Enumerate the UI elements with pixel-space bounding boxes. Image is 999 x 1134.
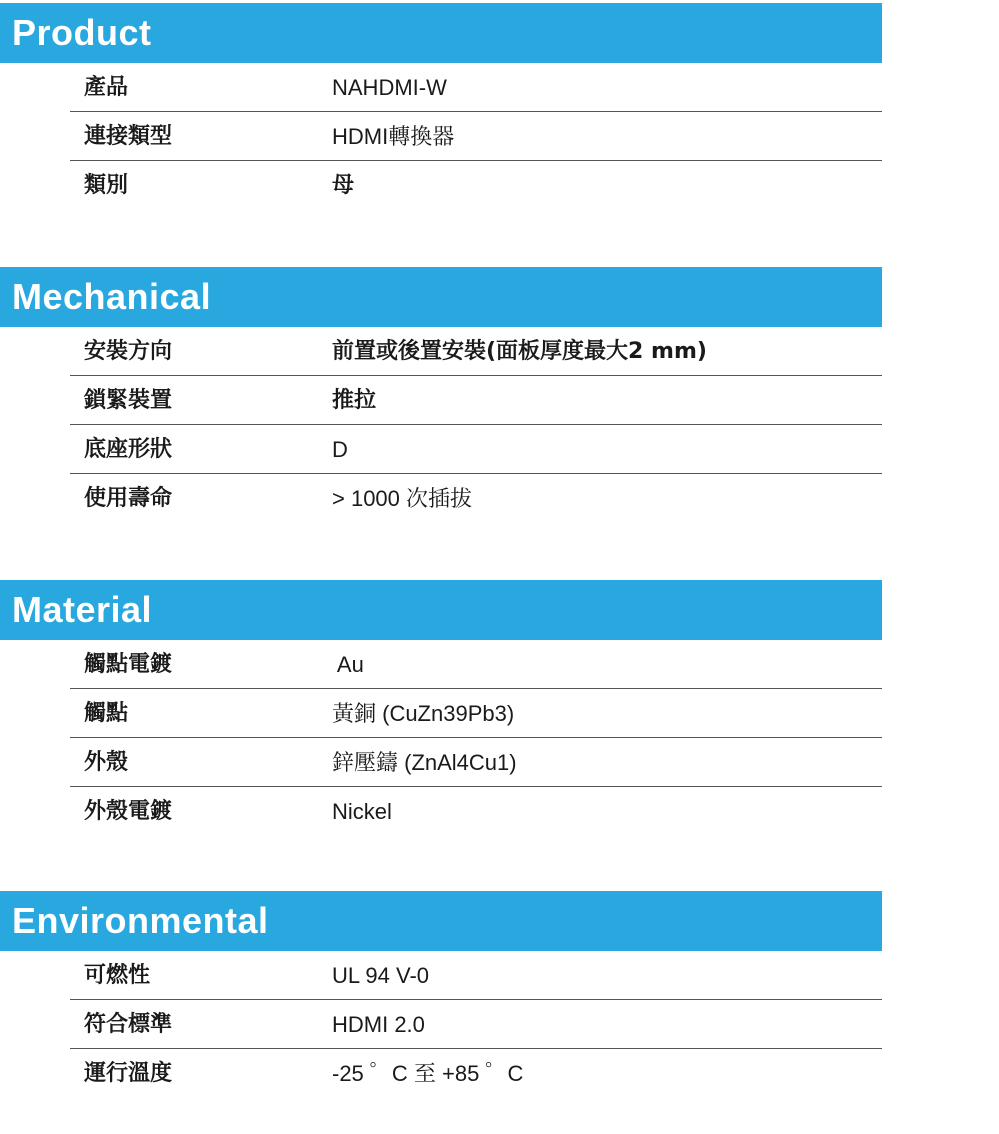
spec-label: 觸點電鍍 <box>84 652 173 677</box>
section-title: Product <box>0 3 882 63</box>
spec-label: 類別 <box>84 173 129 198</box>
spec-label: 產品 <box>84 75 129 100</box>
section-title: Mechanical <box>0 267 882 327</box>
spec-row <box>70 1000 882 1049</box>
spec-row <box>70 640 882 689</box>
spec-row <box>70 689 882 738</box>
spec-label: 鎖緊裝置 <box>84 388 173 413</box>
spec-row <box>70 738 882 787</box>
section-title: Environmental <box>0 891 882 951</box>
spec-value: Nickel <box>332 799 392 824</box>
spec-label: 外殼電鍍 <box>84 799 173 824</box>
spec-table <box>70 327 882 523</box>
spec-value: Au <box>332 652 364 677</box>
spec-row <box>70 474 882 523</box>
section-environmental <box>0 891 882 1098</box>
section-mechanical <box>0 267 882 523</box>
spec-value: 黃銅 (CuZn39Pb3) <box>332 701 515 726</box>
spec-label: 外殼 <box>84 750 129 775</box>
spec-row <box>70 425 882 474</box>
spec-value: 前置或後置安裝(面板厚度最大2 mm) <box>332 339 707 364</box>
spec-label: 使用壽命 <box>84 486 173 511</box>
spec-value: HDMI轉換器 <box>332 124 455 149</box>
spec-row <box>70 161 882 210</box>
spec-label: 觸點 <box>84 701 129 726</box>
spec-row <box>70 112 882 161</box>
spec-label: 符合標準 <box>84 1012 173 1037</box>
spec-label: 運行溫度 <box>84 1061 173 1086</box>
spec-label: 安裝方向 <box>84 339 173 364</box>
spec-row <box>70 1049 882 1098</box>
spec-label: 可燃性 <box>84 963 151 988</box>
section-material <box>0 580 882 836</box>
spec-row <box>70 327 882 376</box>
section-title: Material <box>0 580 882 640</box>
spec-table <box>70 951 882 1098</box>
spec-label: 連接類型 <box>84 124 173 149</box>
spec-table <box>70 640 882 836</box>
spec-value: NAHDMI-W <box>332 75 447 100</box>
spec-value: 母 <box>332 173 355 198</box>
spec-value: UL 94 V-0 <box>332 963 430 988</box>
spec-value: > 1000 次插拔 <box>332 486 473 511</box>
spec-row <box>70 376 882 425</box>
spec-table <box>70 63 882 210</box>
spec-value: -25 ゜C 至 +85 ゜C <box>332 1061 524 1086</box>
spec-row <box>70 787 882 836</box>
spec-row <box>70 63 882 112</box>
section-product <box>0 3 882 210</box>
spec-value: 鋅壓鑄 (ZnAl4Cu1) <box>332 750 517 775</box>
spec-row <box>70 951 882 1000</box>
spec-value: HDMI 2.0 <box>332 1012 425 1037</box>
spec-label: 底座形狀 <box>84 437 173 462</box>
spec-value: 推拉 <box>332 388 377 413</box>
spec-value: D <box>332 437 348 462</box>
